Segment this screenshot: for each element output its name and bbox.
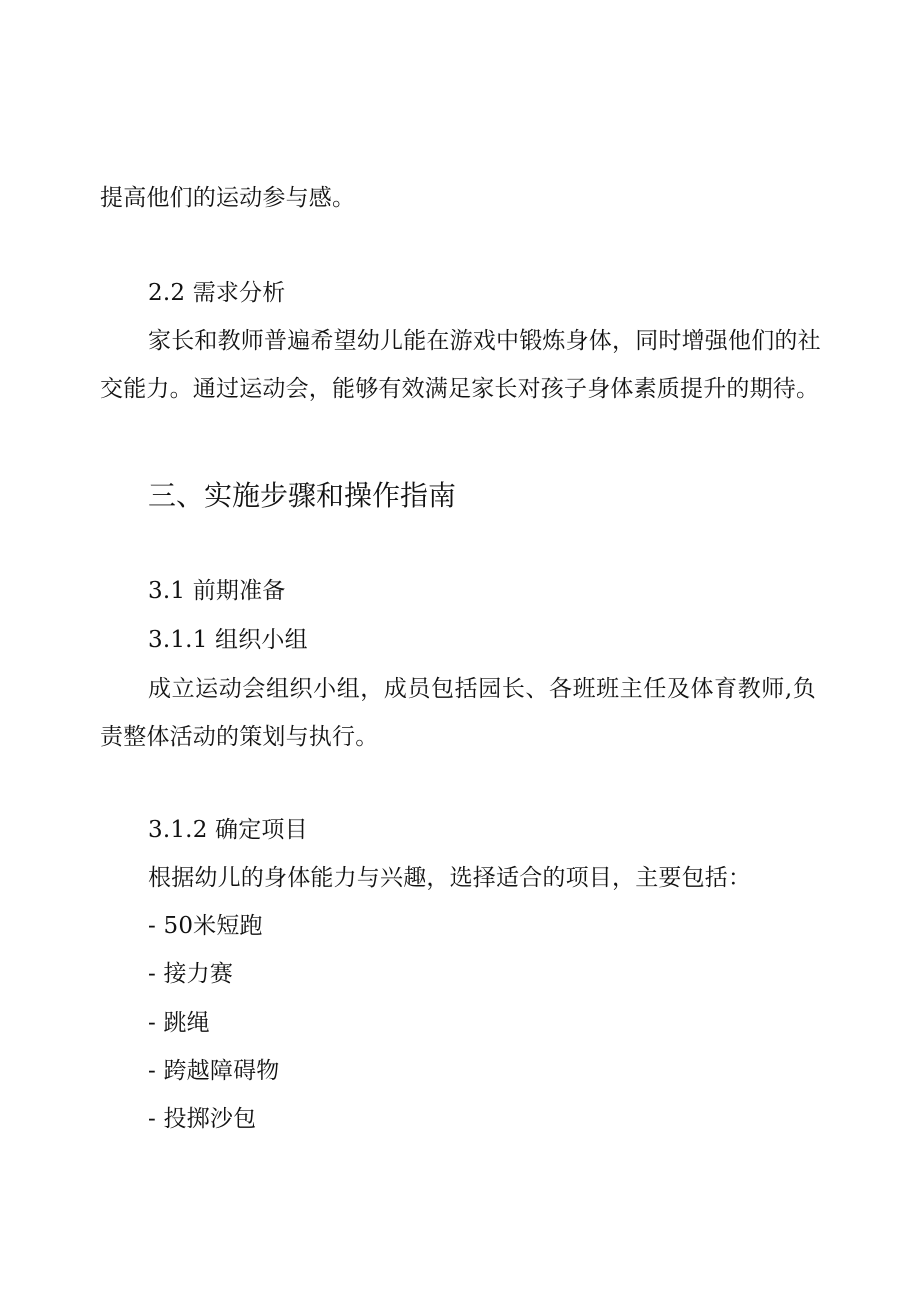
subsection-heading-3-1-1: 3.1.1 组织小组 xyxy=(148,627,308,653)
paragraph-needs-line-1: 家长和教师普遍希望幼儿能在游戏中锻炼身体，同时增强他们的社 xyxy=(148,328,821,354)
paragraph-needs-line-2: 交能力。通过运动会，能够有效满足家长对孩子身体素质提升的期待。 xyxy=(100,376,820,402)
paragraph-team-line-1: 成立运动会组织小组，成员包括园长、各班班主任及体育教师,负 xyxy=(148,676,816,702)
subsection-heading-3-1-2: 3.1.2 确定项目 xyxy=(148,817,308,843)
paragraph-projects-intro: 根据幼儿的身体能力与兴趣，选择适合的项目，主要包括： xyxy=(148,865,752,891)
section-title-3: 三、实施步骤和操作指南 xyxy=(148,479,457,512)
subsection-heading-2-2: 2.2 需求分析 xyxy=(148,280,286,306)
subsection-heading-3-1: 3.1 前期准备 xyxy=(148,578,286,604)
paragraph-team-line-2: 责整体活动的策划与执行。 xyxy=(100,724,379,750)
paragraph-continuation: 提高他们的运动参与感。 xyxy=(100,185,356,211)
list-item: - 跨越障碍物 xyxy=(148,1058,280,1084)
list-item: - 接力赛 xyxy=(148,961,234,987)
list-item: - 投掷沙包 xyxy=(148,1106,257,1132)
list-item: - 跳绳 xyxy=(148,1010,210,1036)
list-item: - 50米短跑 xyxy=(148,913,263,939)
